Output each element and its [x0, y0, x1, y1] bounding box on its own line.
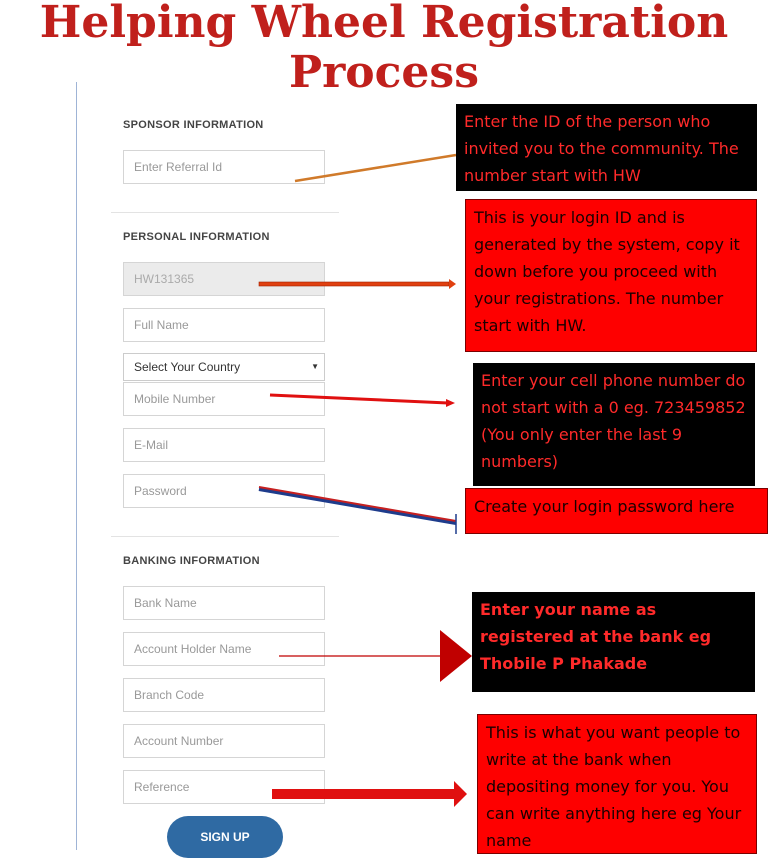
account-holder-name-input[interactable]: Account Holder Name	[123, 632, 325, 666]
mobile-number-input[interactable]: Mobile Number	[123, 382, 325, 416]
banking-section-heading: BANKING INFORMATION	[123, 555, 260, 567]
login-id-arrow-head	[449, 279, 456, 289]
login-id-field: HW131365	[123, 262, 325, 296]
country-select[interactable]	[123, 353, 325, 381]
account-number-input[interactable]: Account Number	[123, 724, 325, 758]
section-divider	[111, 536, 339, 537]
section-divider	[111, 212, 339, 213]
reference-input[interactable]: Reference	[123, 770, 325, 804]
country-select-value: Select Your Country	[134, 360, 241, 374]
page-title-line-1: Helping Wheel Registration	[39, 0, 729, 48]
account-holder-note: Enter your name as registered at the bank eg Thobile P Phakade	[472, 592, 755, 692]
password-input[interactable]: Password	[123, 474, 325, 508]
mobile-number-note: Enter your cell phone number do not start with a 0 eg. 723459852 (You only enter the last 9 numbers)	[473, 363, 755, 486]
referral-id-input[interactable]: Enter Referral Id	[123, 150, 325, 184]
full-name-input[interactable]: Full Name	[123, 308, 325, 342]
page-title-line-2: Process	[289, 47, 479, 98]
personal-section-heading: PERSONAL INFORMATION	[123, 231, 270, 243]
mobile-arrow-head	[446, 399, 455, 407]
email-input[interactable]: E-Mail	[123, 428, 325, 462]
account-holder-arrow-head	[440, 630, 472, 682]
branch-code-input[interactable]: Branch Code	[123, 678, 325, 712]
chevron-down-icon: ▼	[311, 362, 319, 371]
password-note: Create your login password here	[465, 488, 768, 534]
login-id-note: This is your login ID and is generated by the system, copy it down before you proceed with your registrations. The number start with HW.	[465, 199, 757, 352]
reference-note: This is what you want people to write at the bank when depositing money for you. You can write anything here eg Your name	[477, 714, 757, 854]
sponsor-section-heading: SPONSOR INFORMATION	[123, 119, 264, 131]
form-left-border	[76, 82, 77, 850]
sign-up-button[interactable]: SIGN UP	[167, 816, 283, 858]
bank-name-input[interactable]: Bank Name	[123, 586, 325, 620]
referral-id-note: Enter the ID of the person who invited you to the community. The number start with HW	[456, 104, 757, 191]
reference-arrow-head	[454, 781, 467, 807]
